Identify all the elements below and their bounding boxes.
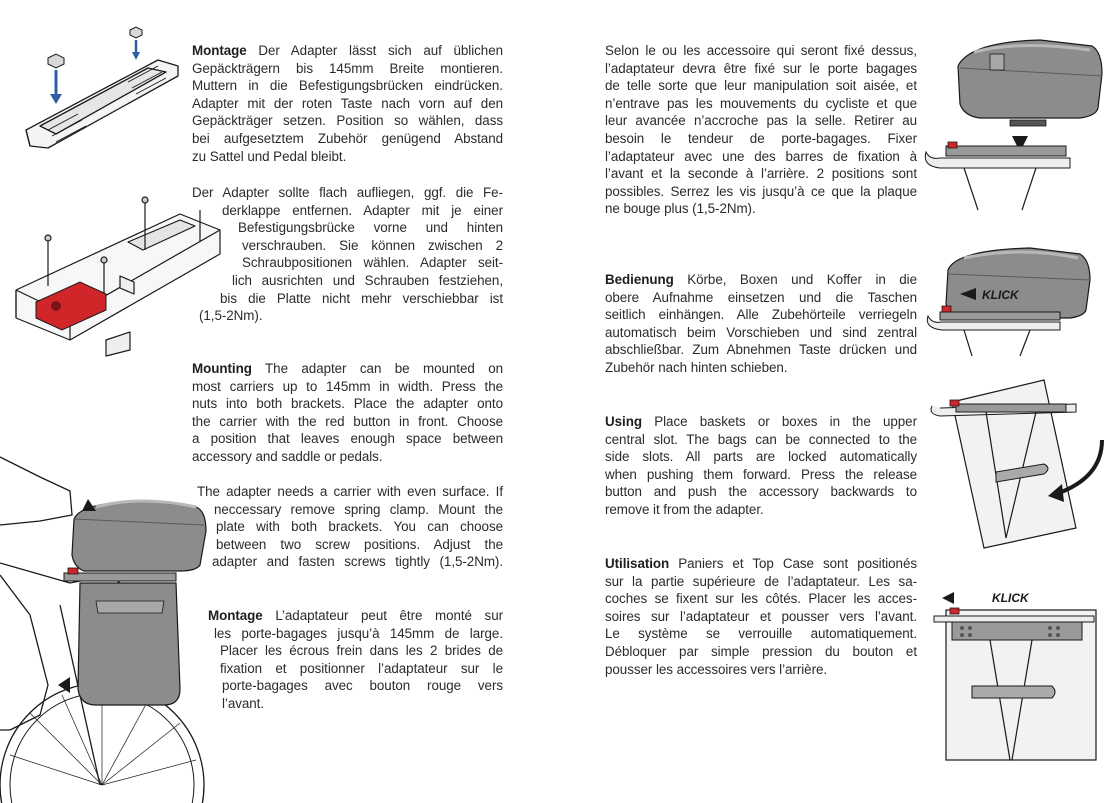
adapter-nuts-illustration: [18, 18, 188, 168]
nut-arrow-icon: [48, 54, 64, 104]
fr-selon-line: ne bouge plus (1,5-2Nm).: [605, 201, 756, 217]
fr-utilisation-line: Paniers et Top Case sont positionés: [678, 556, 918, 571]
en-adapter-line: The adapter needs a carrier with even surface. If: [197, 484, 503, 499]
fr-montage-line: L’adaptateur peut être monté sur: [275, 608, 503, 623]
en-using-line: side slots. All parts are locked automatically: [605, 449, 917, 465]
nut-arrow-icon: [130, 27, 142, 60]
en-using-line: central slot. The bags can be connected to the: [605, 431, 917, 447]
de-adapter-line: Der Adapter sollte flach aufliegen, ggf. die Fe-: [192, 185, 503, 200]
de-bedienung-line: automatisch beim Vorschieben und sind zentral: [605, 324, 917, 340]
fr-selon-line: l’avant et la seconde à l’arrière. 2 positions sont: [605, 166, 917, 182]
de-bedienung-line: obere Aufnahme einsetzen und die Taschen: [605, 289, 917, 305]
fr-selon-line: leur avancée n’accroche pas la selle. Retirer au: [605, 113, 917, 129]
de-bedienung-heading: Bedienung: [605, 272, 674, 287]
en-using-line: when pushing them forward. Press the release: [605, 466, 917, 482]
en-using-paragraph: [605, 413, 917, 519]
en-using-line: remove it from the adapter.: [605, 501, 764, 517]
de-adapter-line: bis die Platte nicht mehr verschiebbar ist: [220, 290, 503, 306]
fr-selon-line: besoin le tendeur de porte-bagages. Fixer: [605, 130, 917, 146]
fr-montage-line: l’avant.: [222, 696, 265, 711]
fr-selon-line: l’adaptateur avec une des barres de fixation à: [605, 148, 917, 164]
en-mounting-line: most carriers up to 145mm in width. Press the: [192, 378, 503, 394]
de-montage-heading: Montage: [192, 43, 247, 58]
klick-label: KLICK: [982, 288, 1019, 302]
fr-montage-line: Placer les écrous frein dans les 2 brides de: [220, 643, 503, 659]
en-using-line: button and push the accessory backwards to: [605, 484, 917, 500]
fr-utilisation-line: Débloquer par simple pression du bouton et: [605, 643, 917, 659]
de-montage-paragraph: [192, 42, 503, 165]
de-adapter-line: (1,5-2Nm).: [199, 308, 263, 324]
en-adapter-line: adapter and fasten screws tightly (1,5-2Nm).: [212, 554, 503, 570]
fr-utilisation-line: Le système se verrouille automatiquement.: [605, 626, 917, 642]
en-mounting-line: accessory and saddle or pedals.: [192, 448, 383, 464]
fr-utilisation-line: pousser les accessoires vers l’arrière.: [605, 661, 828, 677]
en-adapter-line: neccessary remove spring clamp. Mount the: [214, 501, 503, 517]
en-mounting-line: The adapter can be mounted on: [265, 361, 503, 376]
en-mounting-line: a position that leaves enough space between: [192, 431, 503, 447]
fr-selon-line: possibles. Serrez les vis jusqu’à ce que la plaque: [605, 183, 917, 199]
fr-selon-paragraph: [605, 42, 917, 218]
fr-utilisation-line: sur la partie supérieure de l’adaptateur. Les sa-: [605, 573, 917, 589]
de-montage-line: Gepäckträger setzen. Position so wählen, dass: [192, 113, 503, 129]
de-montage-line: bei aufgesetztem Zubehör genügend Abstand: [192, 130, 503, 146]
de-montage-line: Gepäckträgern bis 145mm Breite montieren.: [192, 60, 503, 76]
en-using-line: Place baskets or boxes in the upper: [654, 414, 917, 429]
de-bedienung-line: Körbe, Boxen und Koffer in die: [687, 272, 918, 287]
klick-label: KLICK: [992, 591, 1029, 605]
de-bedienung-line: seitlich einhängen. Alle Zubehörteile verriegeln: [605, 307, 917, 323]
de-bedienung-paragraph: [605, 271, 917, 377]
de-montage-line: zu Sattel und Pedal bleibt.: [192, 148, 347, 164]
de-bedienung-line: abschließbar. Zum Abnehmen Taste drücken und: [605, 342, 917, 358]
topcase-mount-illustration: [920, 30, 1105, 220]
de-adapter-line: lich ausrichten und Schrauben festziehen,: [232, 273, 503, 288]
fr-montage-line: les porte-bagages jusqu’à 145mm de large.: [214, 625, 503, 641]
fr-montage-heading: Montage: [208, 608, 263, 623]
en-mounting-paragraph: [192, 360, 503, 466]
en-adapter-line: plate with both brackets. You can choose: [216, 519, 503, 535]
fr-utilisation-paragraph: [605, 555, 917, 678]
de-montage-line: Muttern in die Befestigungsbrücken eindrücken.: [192, 78, 503, 94]
fr-selon-line: n’entrave pas les mouvements du cycliste et que: [605, 95, 917, 111]
en-mounting-line: the carrier with the red button in front. Choose: [192, 413, 503, 429]
de-montage-line: Der Adapter lässt sich auf üblichen: [258, 43, 503, 58]
fr-utilisation-line: soires sur l’adaptateur et pousser vers l’avant.: [605, 608, 917, 624]
en-using-heading: Using: [605, 414, 642, 429]
adapter-screws-illustration: [10, 190, 230, 360]
fr-utilisation-heading: Utilisation: [605, 556, 670, 571]
de-adapter-line: derklappe entfernen. Adapter mit je einer: [222, 202, 503, 218]
pannier-release-illustration: [926, 378, 1106, 548]
en-mounting-heading: Mounting: [192, 361, 252, 376]
de-montage-line: Adapter mit der roten Taste nach vorn auf den: [192, 95, 503, 111]
de-adapter-line: verschrauben. Sie können zwischen 2: [242, 237, 503, 253]
fr-montage-line: porte-bagages avec bouton rouge vers: [222, 678, 503, 694]
adapter-klick-illustration: [932, 586, 1102, 761]
fr-selon-line: Selon le ou les accessoire qui seront fixé dessus,: [605, 43, 917, 58]
en-mounting-line: nuts into both brackets. Place the adapter onto: [192, 396, 503, 412]
arrow-up-icon: [82, 499, 96, 511]
bicycle-topcase-illustration: [0, 455, 210, 800]
fr-selon-line: de telle sorte que leur manipulation soit aisée, et: [605, 78, 917, 94]
fr-montage-line: fixation et positionner l’adaptateur sur le: [220, 660, 503, 676]
de-bedienung-line: Zubehör nach hinten schieben.: [605, 359, 788, 375]
topcase-klick-illustration: [920, 240, 1105, 360]
arrow-left-icon: [942, 592, 954, 604]
en-adapter-line: between two screw positions. Adjust the: [216, 536, 503, 552]
fr-selon-line: l’adaptateur devra être fixé sur le porte bagages: [605, 60, 917, 76]
de-adapter-line: Schraubpositionen wählen. Adapter seit-: [242, 255, 503, 271]
fr-utilisation-line: coches se fixent sur les côtés. Placer les acces-: [605, 591, 917, 607]
de-adapter-line: Befestigungsbrücke vorne und hinten: [238, 220, 503, 236]
